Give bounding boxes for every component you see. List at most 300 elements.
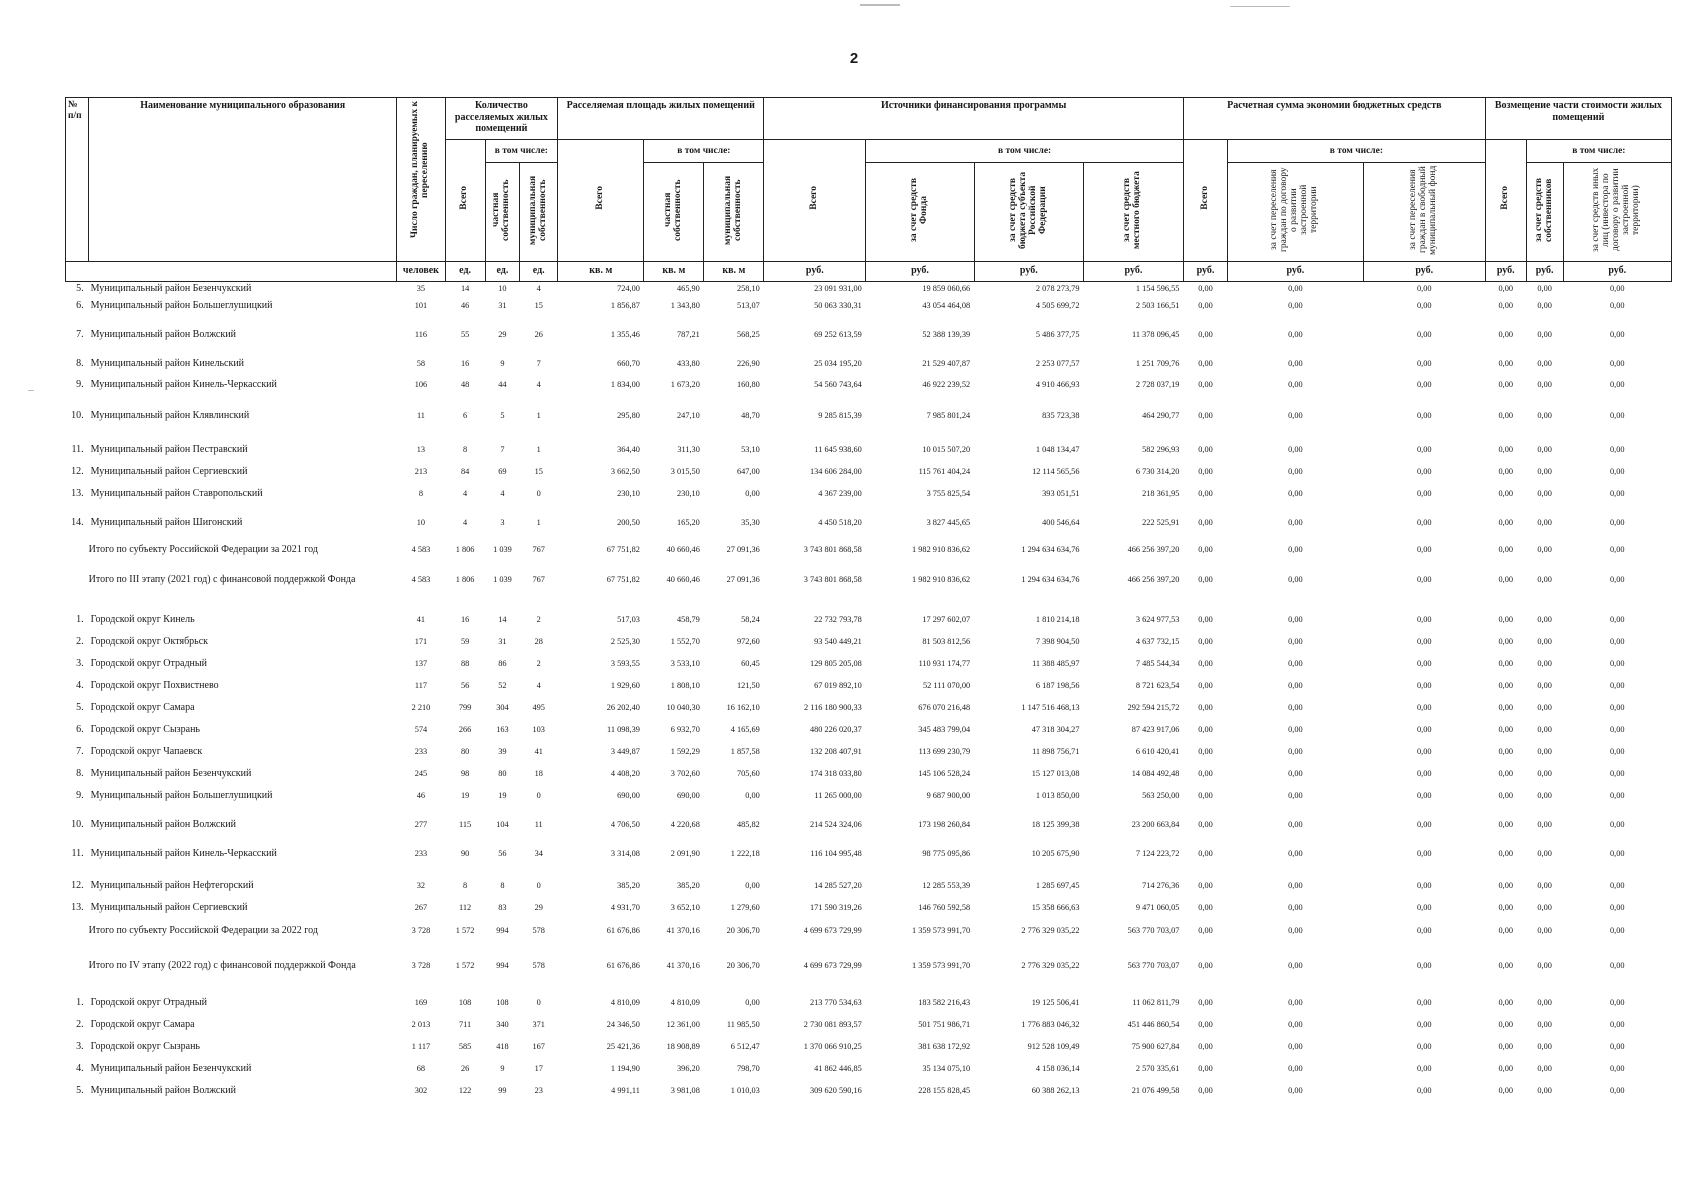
row-value-cell: 0	[536, 998, 541, 1007]
row-value-cell: 1 355,46	[610, 330, 640, 339]
row-value-cell: 31	[498, 301, 507, 310]
row-number: 3.	[76, 658, 84, 669]
row-value-cell: 0,00	[1198, 489, 1213, 498]
row-value-cell: 23 091 931,00	[814, 283, 862, 293]
unit-cell: руб.	[1363, 261, 1485, 281]
row-value-cell: 20 306,70	[726, 926, 760, 935]
row-value-cell: 69	[498, 467, 507, 476]
table-row	[66, 378, 1672, 409]
row-value-cell: 115	[459, 820, 472, 829]
row-value-cell: 11	[416, 411, 425, 420]
row-value-cell: 0,00	[1498, 791, 1513, 800]
row-value-cell: 11 645 938,60	[814, 445, 862, 454]
row-value-cell: 41 862 446,85	[814, 1064, 862, 1073]
row-municipality-name: Муниципальный район Безенчукский	[90, 768, 252, 779]
row-value-cell: 0,00	[1498, 411, 1513, 420]
table-row	[66, 679, 1672, 701]
row-value-cell: 0,00	[1537, 681, 1552, 690]
row-value-cell: 0,00	[1288, 903, 1303, 912]
table-row	[66, 409, 1672, 443]
row-value-cell: 7 398 904,50	[1035, 637, 1080, 646]
row-municipality-name: Городской округ Кинель	[90, 614, 195, 625]
row-municipality-name: Городской округ Самара	[90, 702, 195, 713]
row-value-cell: 0,00	[1198, 791, 1213, 800]
row-value-cell: 80	[460, 747, 470, 756]
row-value-cell: 799	[458, 703, 472, 712]
row-value-cell: 0,00	[1198, 1086, 1213, 1095]
row-value-cell: 112	[459, 903, 472, 912]
row-value-cell: 23	[534, 1086, 543, 1095]
row-value-cell: 4 583	[411, 545, 431, 554]
row-value-cell: 0,00	[1288, 961, 1303, 970]
table-row	[66, 901, 1672, 924]
row-value-cell: 228 155 828,45	[918, 1086, 971, 1095]
table-row	[66, 328, 1672, 357]
row-municipality-name: Муниципальный район Безенчукский	[90, 1063, 252, 1074]
row-value-cell: 385,20	[617, 881, 640, 890]
row-value-cell: 2 525,30	[610, 637, 640, 646]
row-value-cell: 1 929,60	[610, 681, 640, 690]
row-value-cell: 0,00	[1610, 575, 1625, 584]
row-value-cell: 396,20	[677, 1064, 700, 1073]
row-value-cell: 0,00	[1198, 659, 1213, 668]
header-finance-total	[764, 140, 866, 262]
row-value-cell: 371	[532, 1020, 545, 1029]
row-value-cell: 0,00	[1498, 725, 1513, 734]
row-municipality-name: Городской округ Отрадный	[90, 997, 207, 1008]
unit-cell: руб.	[1183, 261, 1227, 281]
row-value-cell: 0,00	[1537, 330, 1552, 339]
scan-speck	[860, 4, 900, 6]
header-refund-total	[1485, 140, 1526, 262]
row-value-cell: 29	[498, 330, 507, 339]
row-value-cell: 5	[500, 411, 505, 420]
row-value-cell: 0,00	[1288, 659, 1303, 668]
header-num: № п/п	[66, 98, 89, 262]
row-value-cell: 0,00	[1416, 961, 1432, 970]
row-value-cell: 2 570 335,61	[1135, 1064, 1180, 1073]
row-value-cell: 68	[416, 1064, 426, 1073]
row-value-cell: 2 503 166,51	[1135, 301, 1180, 310]
row-value-cell: 0,00	[1198, 283, 1213, 293]
row-value-cell: 6	[463, 411, 468, 420]
row-value-cell: 0,00	[1498, 445, 1513, 454]
row-value-cell: 0,00	[1288, 283, 1303, 293]
row-value-cell: 1 806	[455, 545, 475, 554]
row-value-cell: 0,00	[1416, 301, 1432, 310]
row-value-cell: 0,00	[1498, 380, 1513, 389]
row-municipality-name: Муниципальный район Большеглушицкий	[90, 790, 273, 801]
row-value-cell: 15	[534, 467, 543, 476]
row-value-cell: 8	[463, 881, 468, 890]
row-value-cell: 690,00	[677, 791, 700, 800]
row-value-cell: 0,00	[1498, 849, 1513, 858]
row-value-cell: 0	[536, 791, 541, 800]
row-value-cell: 480 226 020,37	[809, 725, 862, 734]
row-value-cell: 2 116 180 900,33	[804, 703, 862, 712]
row-value-cell: 12 285 553,39	[922, 881, 971, 890]
row-value-cell: 345 483 799,04	[918, 725, 971, 734]
row-value-cell: 2 730 081 893,57	[803, 1020, 862, 1029]
row-value-cell: 1 154 596,55	[1135, 283, 1180, 293]
table-row	[66, 543, 1672, 573]
row-value-cell: 12 114 565,56	[1032, 467, 1080, 476]
row-value-cell: 0,00	[1537, 637, 1552, 646]
row-value-cell: 563 770 703,07	[1127, 961, 1180, 970]
row-value-cell: 4 931,70	[610, 903, 640, 912]
row-value-cell: 69 252 613,59	[814, 330, 862, 339]
row-number: 12.	[71, 466, 84, 477]
row-municipality-name: Муниципальный район Волжский	[90, 819, 236, 830]
row-value-cell: 0,00	[1610, 725, 1625, 734]
row-value-cell: 3 015,50	[670, 467, 700, 476]
row-number	[66, 959, 89, 996]
row-value-cell: 2 013	[411, 1020, 431, 1029]
row-number: 1.	[76, 997, 84, 1008]
row-value-cell: 247,10	[677, 411, 700, 420]
row-value-cell: 41 370,16	[666, 961, 700, 970]
row-value-cell: 35,30	[741, 518, 760, 527]
table-row	[66, 701, 1672, 723]
row-value-cell: 0,00	[1498, 301, 1513, 310]
row-value-cell: 99	[498, 1086, 507, 1095]
row-value-cell: 67 751,82	[606, 545, 640, 554]
row-value-cell: 0,00	[1610, 703, 1625, 712]
scan-speck	[28, 390, 34, 391]
row-number: 12.	[71, 880, 84, 891]
row-value-cell: 7 985 801,24	[926, 411, 971, 420]
row-value-cell: 0,00	[1288, 791, 1303, 800]
row-value-cell: 8	[500, 881, 505, 890]
row-value-cell: 501 751 986,71	[918, 1020, 971, 1029]
row-value-cell: 0,00	[1288, 489, 1303, 498]
row-value-cell: 11 098,39	[607, 725, 640, 734]
table-row	[66, 1062, 1672, 1084]
row-value-cell: 1 013 850,00	[1035, 791, 1080, 800]
row-value-cell: 18 125 399,38	[1031, 820, 1080, 829]
row-value-cell: 311,30	[677, 445, 700, 454]
row-value-cell: 578	[532, 961, 545, 970]
header-economy-group: Расчетная сумма экономии бюджетных средств	[1183, 98, 1485, 140]
row-value-cell: 56	[498, 849, 507, 858]
row-value-cell: 4 165,69	[730, 725, 760, 734]
header-rooms-group: Количество расселяемых жилых помещений	[445, 98, 558, 140]
row-value-cell: 1 673,20	[670, 380, 700, 389]
header-area-group: Расселяемая площадь жилых помещений	[558, 98, 764, 140]
row-value-cell: 1 251 709,76	[1135, 359, 1180, 368]
header-econ-contract	[1228, 163, 1364, 262]
row-value-cell: 0,00	[1610, 445, 1625, 454]
row-value-cell: 568,25	[736, 330, 760, 339]
row-value-cell: 0,00	[1537, 961, 1552, 970]
row-value-cell: 86	[498, 659, 507, 668]
row-value-cell: 0,00	[745, 881, 760, 890]
row-value-cell: 1	[536, 411, 541, 420]
row-value-cell: 165,20	[677, 518, 700, 527]
table-row	[66, 357, 1672, 378]
row-value-cell: 0,00	[1537, 359, 1552, 368]
row-value-cell: 8 721 623,54	[1135, 681, 1180, 690]
row-value-cell: 4	[463, 489, 468, 498]
row-value-cell: 6 932,70	[670, 725, 700, 734]
row-value-cell: 0,00	[1537, 1042, 1552, 1051]
row-value-cell: 0,00	[1288, 411, 1303, 420]
header-owners-text: за счет средств собственников	[1533, 178, 1554, 242]
unit-cell: руб.	[1526, 261, 1563, 281]
row-value-cell: 81 503 812,56	[922, 637, 971, 646]
row-value-cell: 167	[532, 1042, 545, 1051]
table-row	[66, 745, 1672, 767]
row-value-cell: 1 572	[455, 961, 475, 970]
row-value-cell: 245	[414, 769, 428, 778]
row-value-cell: 4 810,09	[610, 998, 640, 1007]
row-value-cell: 35 134 075,10	[922, 1064, 971, 1073]
row-number: 8.	[76, 768, 84, 779]
row-value-cell: 117	[414, 681, 427, 690]
row-value-cell: 0,00	[1610, 545, 1625, 554]
table-row	[66, 996, 1672, 1018]
row-value-cell: 0,00	[1198, 926, 1213, 935]
row-value-cell: 214 524 324,06	[809, 820, 862, 829]
table-row	[66, 847, 1672, 879]
row-value-cell: 75 900 627,84	[1131, 1042, 1180, 1051]
row-value-cell: 0,00	[1198, 545, 1213, 554]
row-municipality-name: Муниципальный район Кинельский	[90, 358, 245, 369]
row-value-cell: 0,00	[1610, 283, 1625, 293]
row-number: 3.	[76, 1041, 84, 1052]
table-row	[66, 879, 1672, 901]
row-value-cell: 0,00	[1198, 467, 1213, 476]
row-value-cell: 0,00	[1498, 820, 1513, 829]
row-value-cell: 0,00	[1610, 849, 1625, 858]
row-value-cell: 1 039	[493, 545, 512, 554]
row-value-cell: 647,00	[736, 467, 760, 476]
row-municipality-name: Городской округ Сызрань	[90, 1041, 200, 1052]
row-value-cell: 0,00	[1610, 489, 1625, 498]
row-value-cell: 0,00	[1198, 961, 1213, 970]
units-empty	[89, 261, 397, 281]
row-value-cell: 4 408,20	[610, 769, 640, 778]
row-value-cell: 1	[536, 518, 541, 527]
row-number: 5.	[76, 282, 84, 294]
row-value-cell: 24 346,50	[606, 1020, 640, 1029]
row-value-cell: 1 147 516 468,13	[1021, 703, 1080, 712]
row-value-cell: 451 446 860,54	[1127, 1020, 1180, 1029]
row-value-cell: 122	[458, 1086, 472, 1095]
row-value-cell: 4	[500, 489, 505, 498]
row-value-cell: 11	[534, 820, 543, 829]
row-value-cell: 0,00	[1610, 1020, 1625, 1029]
row-value-cell: 0,00	[1498, 1042, 1513, 1051]
row-value-cell: 1	[536, 445, 541, 454]
header-rooms-total	[445, 140, 485, 262]
table-row	[66, 443, 1672, 465]
row-value-cell: 0,00	[1416, 380, 1432, 389]
row-value-cell: 11 062 811,79	[1132, 998, 1180, 1007]
header-fund	[866, 163, 974, 262]
row-value-cell: 67 751,82	[606, 575, 640, 584]
row-value-cell: 0,00	[1537, 1064, 1552, 1073]
row-value-cell: 1 808,10	[670, 681, 700, 690]
row-value-cell: 0,00	[1498, 881, 1513, 890]
row-value-cell: 1 294 634 634,76	[1021, 575, 1080, 584]
row-value-cell: 0,00	[1198, 681, 1213, 690]
row-value-cell: 277	[414, 820, 428, 829]
row-value-cell: 0,00	[1288, 769, 1303, 778]
row-value-cell: 1 806	[455, 575, 475, 584]
row-value-cell: 563 770 703,07	[1127, 926, 1180, 935]
table-row	[66, 613, 1672, 635]
row-value-cell: 47 318 304,27	[1031, 725, 1080, 734]
row-value-cell: 0,00	[1416, 615, 1432, 624]
row-value-cell: 0,00	[1610, 926, 1625, 935]
row-value-cell: 222 525,91	[1142, 518, 1180, 527]
row-value-cell: 174 318 033,80	[809, 769, 862, 778]
row-value-cell: 226,90	[736, 359, 760, 368]
row-value-cell: 108	[458, 998, 472, 1007]
row-value-cell: 3 702,60	[670, 769, 700, 778]
row-value-cell: 0,00	[1288, 1086, 1303, 1095]
row-value-cell: 0,00	[1416, 518, 1432, 527]
row-number: 8.	[76, 358, 84, 369]
row-value-cell: 7	[500, 445, 505, 454]
row-value-cell: 0,00	[1416, 445, 1432, 454]
row-value-cell: 59	[460, 637, 470, 646]
row-value-cell: 53,10	[741, 445, 760, 454]
row-value-cell: 4 583	[411, 575, 431, 584]
row-value-cell: 0,00	[1537, 445, 1552, 454]
row-municipality-name: Городской округ Сызрань	[90, 724, 200, 735]
row-value-cell: 465,90	[677, 283, 700, 293]
row-value-cell: 1 857,58	[730, 747, 760, 756]
row-value-cell: 3 533,10	[670, 659, 700, 668]
row-value-cell: 0,00	[1610, 747, 1625, 756]
row-value-cell: 0,00	[1198, 445, 1213, 454]
row-value-cell: 67 019 892,10	[814, 681, 862, 690]
row-value-cell: 11 985,50	[726, 1020, 760, 1029]
row-municipality-name: Итого по субъекту Российской Федерации за 2021 год	[88, 544, 318, 555]
row-value-cell: 0,00	[1198, 1042, 1213, 1051]
table-row	[66, 818, 1672, 847]
row-value-cell: 0,00	[1416, 489, 1432, 498]
row-value-cell: 495	[532, 703, 545, 712]
header-regional-text: за счет средств бюджета субъекта Российской Федерации	[1007, 171, 1048, 249]
row-value-cell: 485,82	[736, 820, 760, 829]
row-value-cell: 0,00	[1288, 637, 1303, 646]
row-value-cell: 26	[460, 1064, 470, 1073]
row-value-cell: 0,00	[1537, 283, 1552, 293]
unit-cell: руб.	[974, 261, 1083, 281]
row-value-cell: 1 552,70	[670, 637, 700, 646]
row-number: 1.	[76, 614, 84, 625]
row-value-cell: 0,00	[1610, 1042, 1625, 1051]
row-value-cell: 787,21	[677, 330, 700, 339]
row-number: 13.	[71, 902, 84, 913]
row-value-cell: 13	[416, 445, 426, 454]
row-value-cell: 0,00	[1198, 703, 1213, 712]
row-number: 2.	[76, 1019, 84, 1030]
unit-cell: ед.	[485, 261, 520, 281]
row-value-cell: 0,00	[1416, 467, 1432, 476]
row-value-cell: 0,00	[1537, 820, 1552, 829]
row-value-cell: 0,00	[1610, 903, 1625, 912]
row-municipality-name: Городской округ Похвистнево	[90, 680, 219, 691]
row-value-cell: 0,00	[1537, 769, 1552, 778]
row-value-cell: 14	[498, 615, 507, 624]
row-municipality-name: Итого по субъекту Российской Федерации за 2022 год	[88, 925, 318, 936]
row-value-cell: 31	[498, 637, 507, 646]
row-value-cell: 0,00	[1416, 820, 1432, 829]
row-value-cell: 364,40	[617, 445, 640, 454]
row-value-cell: 912 528 109,49	[1027, 1042, 1080, 1051]
row-municipality-name: Муниципальный район Нефтегорский	[90, 880, 254, 891]
row-value-cell: 106	[414, 380, 428, 389]
row-value-cell: 115 761 404,24	[918, 467, 971, 476]
row-value-cell: 14	[460, 283, 470, 293]
resettlement-table	[65, 97, 1672, 1106]
row-value-cell: 400 546,64	[1042, 518, 1080, 527]
row-value-cell: 3 743 801 868,58	[803, 575, 862, 584]
row-number	[66, 543, 89, 573]
row-value-cell: 0,00	[1498, 998, 1513, 1007]
row-value-cell: 110 931 174,77	[918, 659, 971, 668]
row-municipality-name: Муниципальный район Клявлинский	[90, 410, 250, 421]
row-value-cell: 3 755 825,54	[926, 489, 971, 498]
unit-cell: кв. м	[558, 261, 644, 281]
row-value-cell: 4	[536, 380, 541, 389]
row-value-cell: 3 728	[411, 926, 431, 935]
row-value-cell: 3 314,08	[610, 849, 640, 858]
row-value-cell: 0,00	[1537, 926, 1552, 935]
row-value-cell: 7 485 544,34	[1135, 659, 1180, 668]
row-value-cell: 0,00	[745, 998, 760, 1007]
header-area-private-text: частная собственность	[662, 179, 683, 241]
row-value-cell: 393 051,51	[1042, 489, 1080, 498]
row-municipality-name: Городской округ Отрадный	[90, 658, 207, 669]
row-value-cell: 21 529 407,87	[922, 359, 971, 368]
row-value-cell: 798,70	[736, 1064, 760, 1073]
unit-cell: руб.	[866, 261, 974, 281]
row-value-cell: 0,00	[1288, 380, 1303, 389]
table-row	[66, 767, 1672, 789]
row-value-cell: 218 361,95	[1142, 489, 1180, 498]
row-value-cell: 1 039	[493, 575, 512, 584]
row-value-cell: 4 158 036,14	[1035, 1064, 1080, 1073]
row-value-cell: 0,00	[1498, 615, 1513, 624]
row-value-cell: 0,00	[1498, 637, 1513, 646]
row-value-cell: 87 423 917,06	[1131, 725, 1180, 734]
row-value-cell: 2	[536, 659, 541, 668]
row-value-cell: 0,00	[1498, 518, 1513, 527]
row-value-cell: 0,00	[1537, 725, 1552, 734]
row-value-cell: 0,00	[1288, 575, 1303, 584]
row-value-cell: 0,00	[1288, 926, 1303, 935]
row-value-cell: 2 078 273,79	[1035, 283, 1080, 293]
row-value-cell: 0,00	[1610, 1064, 1625, 1073]
row-value-cell: 19	[460, 791, 470, 800]
row-value-cell: 1 343,80	[670, 301, 700, 310]
row-value-cell: 19	[498, 791, 507, 800]
row-value-cell: 1 117	[411, 1042, 431, 1051]
row-value-cell: 41 370,16	[666, 926, 700, 935]
row-value-cell: 44	[498, 380, 507, 389]
row-value-cell: 1 194,90	[610, 1064, 640, 1073]
row-value-cell: 0,00	[1537, 881, 1552, 890]
header-rooms-incl: в том числе:	[485, 140, 558, 163]
row-value-cell: 26 202,40	[606, 703, 640, 712]
row-number: 5.	[76, 702, 84, 713]
row-municipality-name: Муниципальный район Шигонский	[90, 517, 243, 528]
